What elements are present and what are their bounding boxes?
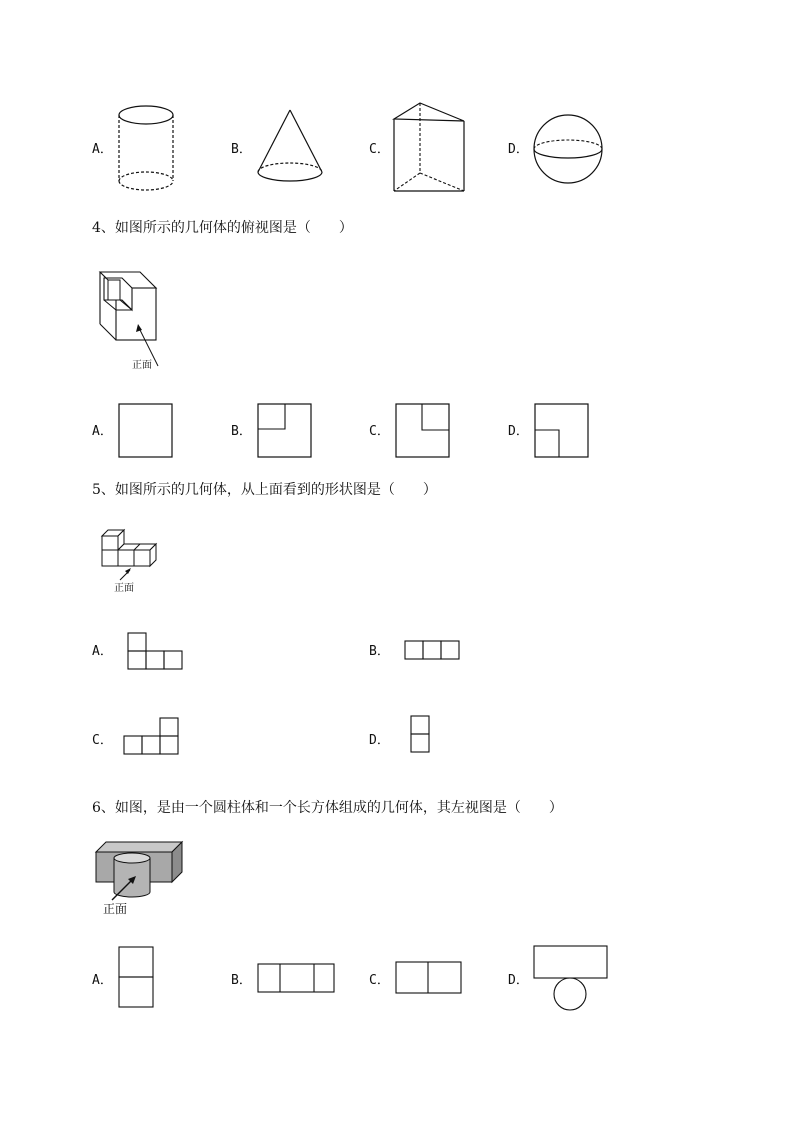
q4-option-d-figure (534, 403, 590, 459)
q6-question-text: 6、如图，是由一个圆柱体和一个长方体组成的几何体，其左视图是（ ） (92, 800, 563, 816)
q6-option-d-figure (533, 945, 611, 1013)
q5-option-a-figure (127, 632, 185, 672)
q4-question-text: 4、如图所示的几何体的俯视图是（ ） (92, 220, 353, 236)
q5-option-d-label: D． (369, 733, 390, 748)
q4-front-label: 正面 (132, 360, 152, 371)
q4-option-b-label: B． (231, 424, 252, 439)
q5-option-d-figure (410, 715, 432, 755)
q4-option-a-label: A． (92, 424, 113, 439)
q3-option-b-label: B． (231, 142, 252, 157)
q6-option-c-figure (395, 961, 465, 997)
q6-solid-figure (94, 840, 184, 920)
q6-front-label: 正面 (103, 902, 128, 916)
q5-option-b-label: B． (369, 644, 390, 659)
sphere-figure (532, 113, 604, 185)
q5-option-c-figure (123, 717, 181, 757)
q3-option-c-label: C． (369, 142, 390, 157)
cylinder-figure (116, 103, 176, 193)
q6-option-b-figure (257, 963, 337, 995)
q3-option-a-label: A． (92, 142, 113, 157)
q4-option-c-label: C． (369, 424, 390, 439)
q5-question-text: 5、如图所示的几何体，从上面看到的形状图是（ ） (92, 482, 437, 498)
q5-front-label: 正面 (114, 583, 134, 594)
q5-option-b-figure (404, 640, 462, 662)
q6-option-b-label: B． (231, 973, 252, 988)
triangular-prism-figure (392, 101, 468, 193)
q5-option-a-label: A． (92, 644, 113, 659)
q4-option-b-figure (257, 403, 313, 459)
q4-option-c-figure (395, 403, 451, 459)
q6-option-c-label: C． (369, 973, 390, 988)
q3-option-d-label: D． (508, 142, 529, 157)
q6-option-a-label: A． (92, 973, 113, 988)
q4-option-a-figure (118, 403, 174, 459)
q6-option-a-figure (118, 946, 156, 1010)
q4-solid-figure (94, 268, 174, 374)
cone-figure (255, 108, 325, 188)
q5-option-c-label: C． (92, 733, 113, 748)
q6-option-d-label: D． (508, 973, 529, 988)
q5-solid-figure (100, 528, 160, 594)
q4-option-d-label: D． (508, 424, 529, 439)
